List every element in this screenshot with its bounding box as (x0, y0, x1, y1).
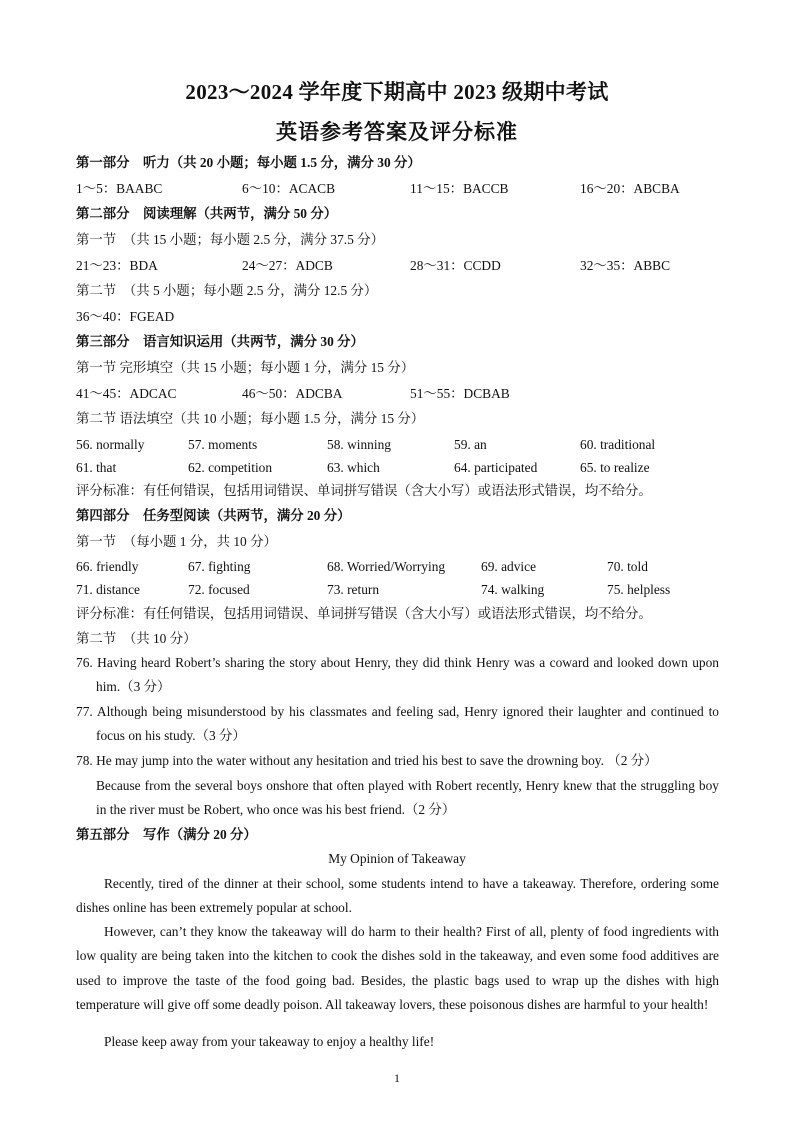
part3-heading: 第三部分 语言知识运用（共两节，满分 30 分） (76, 334, 364, 349)
essay-paragraph: Please keep away from your takeaway to enjoy a healthy life! (104, 1034, 435, 1049)
answer-group: 1～5：BAABC (76, 181, 163, 196)
answer-78-part2: Because from the several boys onshore that often played with Robert recently, Henry knew that the struggling boy in the river must be Robert, who once was his best friend.（2 分） (96, 778, 719, 818)
answer-78-part1: 78. He may jump into the water without any hesitation and tried his best to save the drowning boy. （2 分） (76, 753, 658, 768)
grammar-answer: 61. that (76, 460, 117, 475)
exam-subtitle: 英语参考答案及评分标准 (276, 120, 518, 144)
answer-group: 51～55：DCBAB (410, 386, 510, 401)
part3-section2-heading: 第二节 语法填空（共 10 小题；每小题 1.5 分，满分 15 分） (76, 411, 425, 426)
task-answer: 71. distance (76, 582, 140, 597)
answer-group: 11～15：BACCB (410, 181, 509, 196)
essay-paragraph: However, can’t they know the takeaway will do harm to their health? First of all, plenty of food ingredients with low quality are being taken into the kitchen to cook the dishes sold in the takeaway, and even some food additives are used to improve the taste of the food going bad. Besides, the plastic bags used to wrap up the dishes with high temperature will give off some deadly poison. All takeaway lovers, these poisonous dishes are harmful to your health! (76, 924, 719, 1013)
grammar-answer: 59. an (454, 437, 487, 452)
answer-77: 77. Although being misunderstood by his classmates and feeling sad, Henry ignored their laughter and continued to focus on his study.（3 分） (76, 704, 719, 744)
part2-section1-heading: 第一节 （共 15 小题；每小题 2.5 分，满分 37.5 分） (76, 232, 384, 247)
part4-heading: 第四部分 任务型阅读（共两节，满分 20 分） (76, 508, 351, 523)
answer-group: 41～45：ADCAC (76, 386, 177, 401)
part5-heading: 第五部分 写作（满分 20 分） (76, 827, 257, 842)
task-answer: 70. told (607, 559, 648, 574)
part2-heading: 第二部分 阅读理解（共两节，满分 50 分） (76, 206, 338, 221)
task-answer: 66. friendly (76, 559, 139, 574)
grammar-answer: 64. participated (454, 460, 538, 475)
task-answer: 68. Worried/Worrying (327, 559, 446, 574)
task-answer: 74. walking (481, 582, 545, 597)
grammar-answer: 58. winning (327, 437, 391, 452)
task-answer: 69. advice (481, 559, 537, 574)
scoring-criteria: 评分标准：有任何错误，包括用词错误、单词拼写错误（含大小写）或语法形式错误，均不给分。 (76, 483, 652, 498)
grammar-answer: 65. to realize (580, 460, 650, 475)
task-answer: 75. helpless (607, 582, 671, 597)
answer-group: 28～31：CCDD (410, 258, 501, 273)
part1-heading: 第一部分 听力（共 20 小题；每小题 1.5 分，满分 30 分） (76, 155, 421, 170)
scoring-criteria: 评分标准：有任何错误，包括用词错误、单词拼写错误（含大小写）或语法形式错误，均不给分。 (76, 606, 652, 621)
essay-paragraph: Recently, tired of the dinner at their school, some students intend to have a takeaway. Therefore, ordering some dishes online has been extremely popular at school. (76, 876, 719, 916)
answer-group: 6～10：ACACB (242, 181, 336, 196)
answer-group: 36～40：FGEAD (76, 309, 175, 324)
answer-group: 24～27：ADCB (242, 258, 333, 273)
page-number: 1 (394, 1071, 400, 1085)
task-answer: 73. return (327, 582, 380, 597)
answer-group: 21～23：BDA (76, 258, 158, 273)
answer-76: 76. Having heard Robert’s sharing the story about Henry, they did think Henry was a coward and looked down upon him.（3 分） (76, 655, 719, 695)
grammar-answer: 63. which (327, 460, 380, 475)
task-answer: 72. focused (188, 582, 250, 597)
part3-section1-heading: 第一节 完形填空（共 15 小题；每小题 1 分，满分 15 分） (76, 360, 415, 375)
answer-group: 32～35：ABBC (580, 258, 671, 273)
task-answer: 67. fighting (188, 559, 251, 574)
part4-section1-heading: 第一节 （每小题 1 分，共 10 分） (76, 534, 277, 549)
answer-group: 46～50：ADCBA (242, 386, 343, 401)
part2-section2-heading: 第二节 （共 5 小题；每小题 2.5 分，满分 12.5 分） (76, 283, 378, 298)
grammar-answer: 56. normally (76, 437, 145, 452)
grammar-answer: 57. moments (188, 437, 258, 452)
answer-group: 16～20：ABCBA (580, 181, 680, 196)
exam-title: 2023～2024 学年度下期高中 2023 级期中考试 (185, 80, 609, 104)
grammar-answer: 62. competition (188, 460, 273, 475)
grammar-answer: 60. traditional (580, 437, 656, 452)
part4-section2-heading: 第二节 （共 10 分） (76, 631, 197, 646)
essay-title: My Opinion of Takeaway (328, 851, 466, 866)
